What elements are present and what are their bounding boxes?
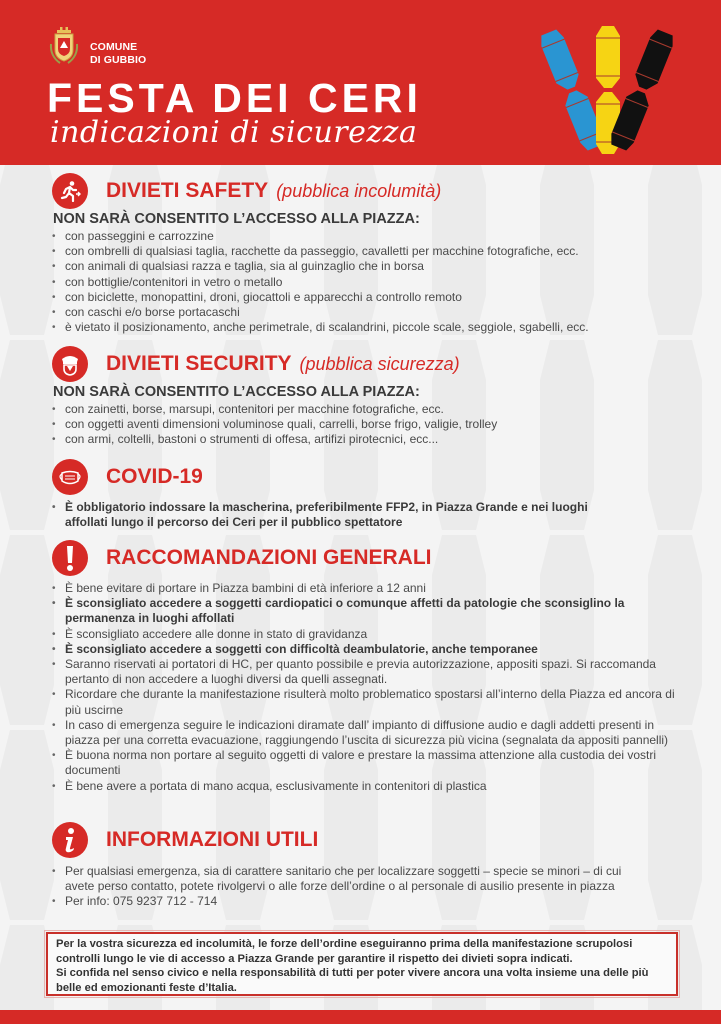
- section-raccomandazioni-title: RACCOMANDAZIONI GENERALI: [106, 546, 432, 569]
- list-item: • Saranno riservati ai portatori di HC, per quanto possibile e previa autorizzazione, appositi spazi. Si raccomanda pertanto di non accedere a luoghi diversi da quelli assegnati.: [52, 657, 677, 687]
- list-item: • Per qualsiasi emergenza, sia di carattere sanitario che per localizzare soggetti – specie se minori – di cui avete perso contatto, potete rivolgervi o alle forze dell’ordine o al personale di ausilio presente in piazza: [52, 864, 652, 894]
- page-subtitle: indicazioni di sicurezza: [50, 115, 418, 150]
- section-covid-list: [52, 500, 612, 530]
- list-item: • con ombrelli di qualsiasi taglia, racchette da passeggio, cavalletti per macchine fotografiche, ecc.: [52, 244, 682, 259]
- list-item: • con oggetti aventi dimensioni voluminose quali, carrelli, borse frigo, valigie, trolley: [52, 417, 682, 432]
- list-item: • Per info: 075 9237 712 - 714: [52, 894, 652, 909]
- comune-label: [90, 41, 146, 67]
- security-guard-icon: [52, 346, 88, 382]
- list-item: • È sconsigliato accedere alle donne in stato di gravidanza: [52, 627, 677, 642]
- list-item: • con bottiglie/contenitori in vetro o metallo: [52, 275, 682, 290]
- list-item: • È bene avere a portata di mano acqua, esclusivamente in contenitori di plastica: [52, 779, 677, 794]
- section-security-lead: NON SARÀ CONSENTITO L’ACCESSO ALLA PIAZZA:: [53, 384, 420, 400]
- section-safety-lead: NON SARÀ CONSENTITO L’ACCESSO ALLA PIAZZA:: [53, 211, 420, 227]
- section-covid-heading: [52, 458, 203, 496]
- section-security-subtitle: (pubblica sicurezza): [299, 353, 460, 374]
- ceri-logo: [536, 26, 676, 154]
- section-safety-heading: [52, 172, 441, 210]
- list-item: • È bene evitare di portare in Piazza bambini di età inferiore a 12 anni: [52, 581, 677, 596]
- list-item: • È buona norma non portare al seguito oggetti di valore e prestare la massima attenzione alla custodia dei vostri documenti: [52, 748, 677, 778]
- list-item: • con zainetti, borse, marsupi, contenitori per macchine fotografiche, ecc.: [52, 402, 682, 417]
- section-security-heading: [52, 345, 460, 383]
- footer-bar: [0, 1010, 721, 1024]
- exclamation-icon: [52, 540, 88, 576]
- section-safety-subtitle: (pubblica incolumità): [276, 180, 442, 201]
- info-icon: [52, 822, 88, 858]
- notice-line-2: Si confida nel senso civico e nella responsabilità di tutti per poter vivere ancora una volta insieme una delle più belle ed emozionanti feste d’Italia.: [56, 967, 649, 994]
- list-item: • con biciclette, monopattini, droni, giocattoli e apparecchi a controllo remoto: [52, 290, 682, 305]
- list-item: • In caso di emergenza seguire le indicazioni diramate dall’ impianto di diffusione audio e dagli addetti presenti in piazza per una corretta evacuazione, raggiungendo l’uscita di sicurezza più vicina (segnalata da appositi pannelli): [52, 718, 677, 748]
- list-item: • È obbligatorio indossare la mascherina, preferibilmente FFP2, in Piazza Grande e nei luoghi affollati lungo il percorso dei Ceri per il pubblico spettatore: [52, 500, 612, 530]
- comune-line-2: DI GUBBIO: [90, 54, 147, 66]
- section-raccomandazioni-heading: [52, 539, 432, 577]
- section-safety-list: [52, 229, 682, 335]
- section-safety-title: DIVIETI SAFETY: [106, 179, 269, 202]
- list-item: • Ricordare che durante la manifestazione risulterà molto problematico spostarsi all’interno della Piazza ed ancora di più uscirne: [52, 687, 677, 717]
- list-item: • con armi, coltelli, bastoni o strumenti di offesa, artifizi pirotecnici, ecc...: [52, 432, 682, 447]
- section-security-list: [52, 402, 682, 448]
- header: [0, 0, 721, 165]
- list-item: • È sconsigliato accedere a soggetti con difficoltà deambulatorie, anche temporanee: [52, 642, 677, 657]
- list-item: • è vietato il posizionamento, anche perimetrale, di scalandrini, piccole scale, seggiole, sgabelli, ecc.: [52, 320, 682, 335]
- section-info-heading: [52, 821, 318, 859]
- gubbio-crest-icon: [48, 26, 80, 66]
- list-item: • con passeggini e carrozzine: [52, 229, 682, 244]
- section-raccomandazioni-list: [52, 581, 677, 794]
- list-item: • È sconsigliato accedere a soggetti cardiopatici o comunque affetti da patologie che sconsiglino la permanenza in luoghi affollati: [52, 596, 677, 626]
- section-covid-title: COVID-19: [106, 465, 203, 488]
- list-item: • con animali di qualsiasi razza e taglia, sia al guinzaglio che in borsa: [52, 259, 682, 274]
- notice-box: [46, 932, 678, 996]
- page-title: FESTA DEI CERI: [47, 75, 422, 121]
- face-mask-icon: [52, 459, 88, 495]
- comune-line-1: COMUNE: [90, 41, 138, 53]
- running-person-icon: [52, 173, 88, 209]
- list-item: • con caschi e/o borse portacaschi: [52, 305, 682, 320]
- section-info-title: INFORMAZIONI UTILI: [106, 828, 319, 851]
- section-security-title: DIVIETI SECURITY: [106, 352, 292, 375]
- section-info-list: [52, 864, 652, 910]
- notice-line-1: Per la vostra sicurezza ed incolumità, le forze dell’ordine eseguiranno prima della manifestazione scrupolosi controlli lungo le vie di accesso a Piazza Grande per garantire il rispetto dei divieti sopra indicati.: [56, 938, 633, 965]
